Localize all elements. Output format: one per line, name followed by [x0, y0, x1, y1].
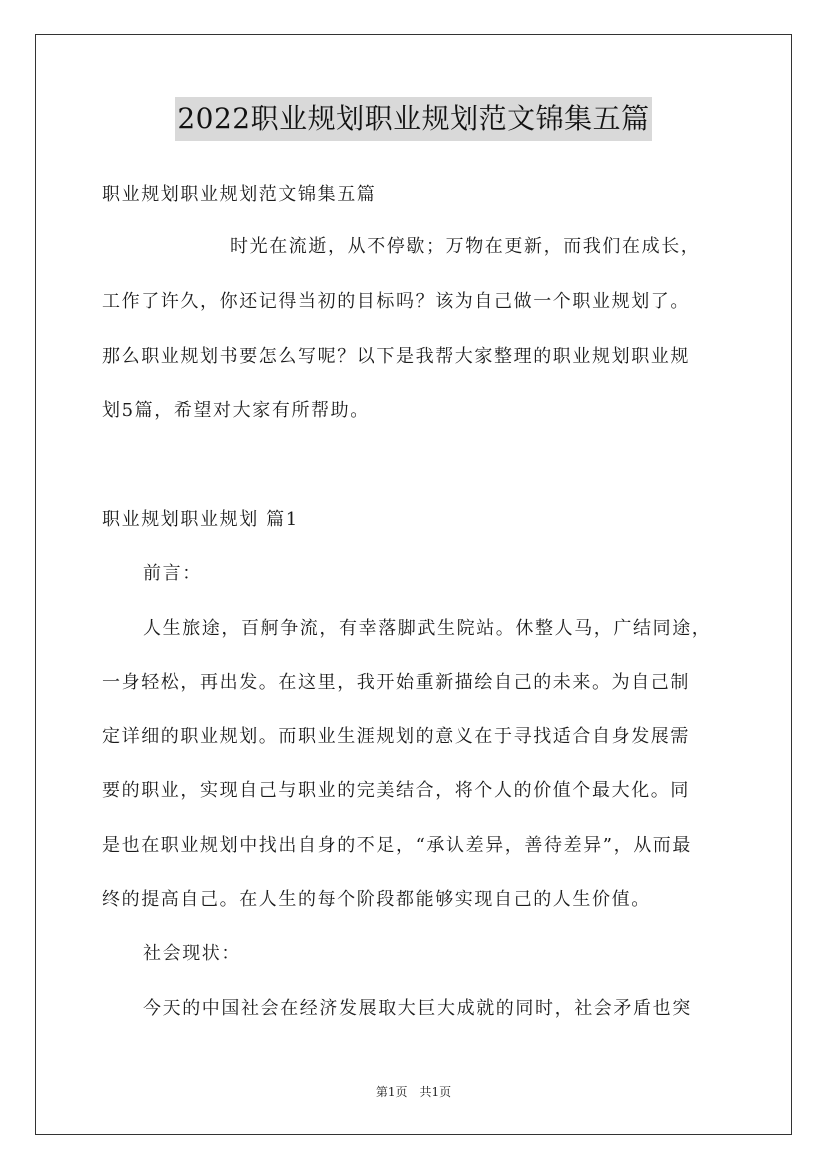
- preface-line-6: 终的提高自己。在人生的每个阶段都能够实现自己的人生价值。: [102, 889, 651, 910]
- section-heading: 职业规划职业规划 篇1: [102, 509, 299, 530]
- page-footer: 第1页 共1页: [375, 1085, 452, 1099]
- document-subtitle: 职业规划职业规划范文锦集五篇: [102, 184, 377, 205]
- preface-line-1: 人生旅途，百舸争流，有幸落脚武生院站。休整人马，广结同途，: [143, 618, 712, 639]
- document-title: 2022职业规划职业规划范文锦集五篇: [175, 97, 651, 141]
- preface-line-2: 一身轻松，再出发。在这里，我开始重新描绘自己的未来。为自己制: [102, 672, 690, 693]
- intro-line-1: 时光在流逝，从不停歇；万物在更新，而我们在成长，: [230, 236, 701, 257]
- intro-line-2: 工作了许久，你还记得当初的目标吗？该为自己做一个职业规划了。: [102, 291, 690, 312]
- preface-line-5: 是也在职业规划中找出自身的不足，“承认差异，善待差异”，从而最: [102, 835, 693, 856]
- preface-line-4: 要的职业，实现自己与职业的完美结合，将个人的价值个最大化。同: [102, 780, 690, 801]
- title-container: [0, 97, 827, 141]
- preface-line-3: 定详细的职业规划。而职业生涯规划的意义在于寻找适合自身发展需: [102, 726, 690, 747]
- social-label: 社会现状：: [143, 943, 241, 964]
- intro-line-4: 划5篇，希望对大家有所帮助。: [102, 400, 370, 421]
- social-line-1: 今天的中国社会在经济发展取大巨大成就的同时，社会矛盾也突: [143, 998, 692, 1019]
- preface-label: 前言：: [143, 563, 202, 584]
- intro-line-3: 那么职业规划书要怎么写呢？以下是我帮大家整理的职业规划职业规: [102, 346, 690, 367]
